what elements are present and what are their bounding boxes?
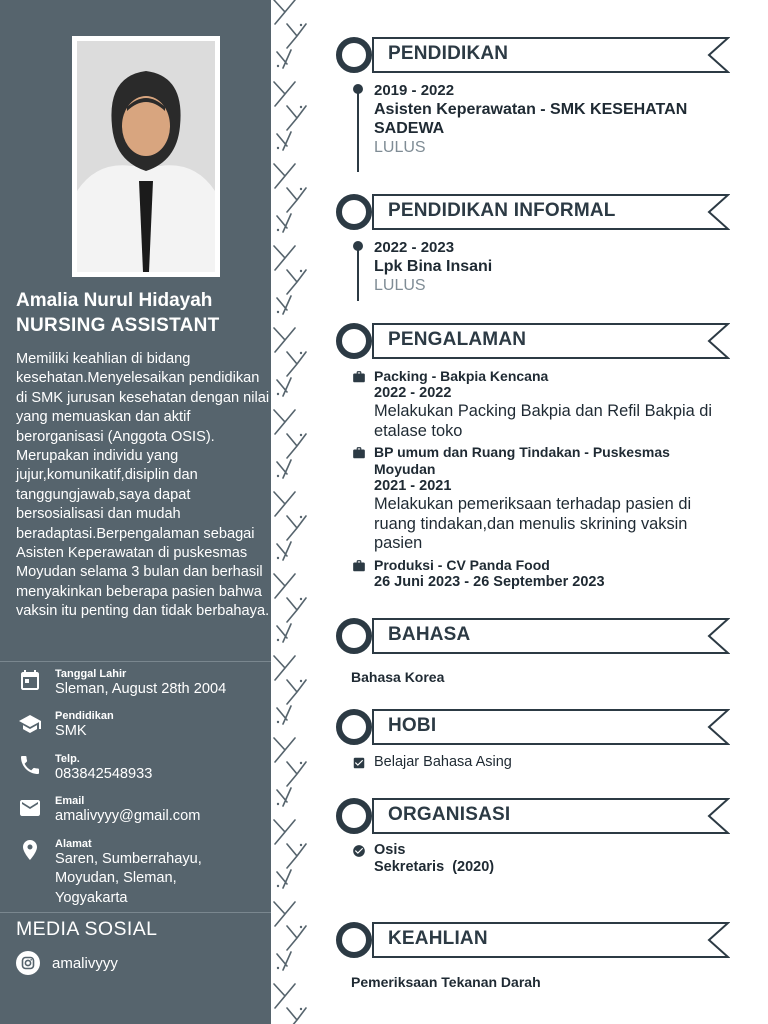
info-label: Telp. — [55, 753, 80, 765]
section-bahasa — [335, 617, 730, 692]
info-value: SMK — [55, 723, 87, 739]
timeline-line — [357, 245, 359, 301]
education-status: LULUS — [374, 139, 426, 156]
location-pin-icon — [18, 838, 42, 862]
instagram-icon — [16, 951, 40, 975]
info-label: Tanggal Lahir — [55, 668, 127, 680]
section-header — [335, 708, 730, 746]
info-label: Email — [55, 795, 85, 807]
section-title: PENDIDIKAN — [388, 43, 509, 64]
media-title: MEDIA SOSIAL — [16, 918, 158, 940]
section-pendidikan — [335, 36, 730, 176]
profile-summary: Memiliki keahlian di bidang kesehatan.Menyelesaikan pendidikan di SMK jurusan kesehatan dengan nilai yang memuaskan dan aktif berorganisasi (Anggota OSIS). Merupakan individu yang jujur,komunikatif,disiplin dan tanggungjawab,saya dapat bersosialisasi dan mudah beradaptasi.Berpengalaman sebagai Asisten Keperawatan di puskesmas Moyudan selama 3 bulan dan berhasil menyakinkan beberapa pasien bahwa vaksin itu penting dan tidak berbahaya. — [16, 351, 270, 620]
briefcase-icon — [352, 559, 366, 573]
briefcase-icon — [352, 370, 366, 384]
section-header — [335, 322, 730, 360]
profile-photo-frame — [72, 36, 220, 277]
info-value: Saren, Sumberrahayu, Moyudan, Sleman, Yogyakarta — [55, 851, 202, 906]
profile-name: Amalia Nurul Hidayah — [16, 290, 213, 311]
language-item: Bahasa Korea — [351, 669, 445, 685]
timeline-line — [357, 88, 359, 172]
experience-role: Packing - Bakpia Kencana — [374, 368, 549, 384]
section-header — [335, 921, 730, 959]
experience-role: BP umum dan Ruang Tindakan - Puskesmas Moyudan — [374, 444, 670, 477]
organization-name: Osis — [374, 842, 406, 858]
experience-years: 2022 - 2022 — [374, 385, 452, 401]
divider — [0, 661, 271, 662]
experience-role: Produksi - CV Panda Food — [374, 557, 550, 573]
timeline-dot — [353, 241, 363, 251]
briefcase-icon — [352, 446, 366, 460]
info-label: Pendidikan — [55, 710, 114, 722]
info-value: 083842548933 — [55, 766, 153, 782]
informal-years: 2022 - 2023 — [374, 239, 455, 256]
instagram-handle[interactable]: amalivyyy — [52, 955, 118, 972]
sidebar — [0, 0, 271, 1024]
checkbox-icon — [352, 756, 365, 769]
hobby-item: Belajar Bahasa Asing — [374, 754, 512, 770]
organization-role: Sekretaris (2020) — [374, 859, 495, 875]
info-label: Alamat — [55, 838, 92, 850]
experience-years: 2021 - 2021 — [374, 478, 452, 494]
profile-photo — [77, 41, 215, 272]
informal-status: LULUS — [374, 277, 426, 294]
decorative-pattern — [271, 0, 309, 1024]
section-header — [335, 193, 730, 231]
section-organisasi — [335, 797, 730, 887]
experience-desc: Melakukan pemeriksaan terhadap pasien di ruang tindakan,dan menulis skrining vaksin pasien — [374, 495, 692, 552]
section-title: PENGALAMAN — [388, 329, 527, 350]
profile-title: NURSING ASSISTANT — [16, 315, 220, 336]
mail-icon — [18, 796, 42, 820]
education-school: Asisten Keperawatan - SMK KESEHATAN SADEWA — [374, 101, 688, 137]
section-header — [335, 617, 730, 655]
experience-years: 26 Juni 2023 - 26 September 2023 — [374, 574, 605, 590]
informal-school: Lpk Bina Insani — [374, 258, 493, 275]
divider — [0, 912, 271, 913]
section-title: KEAHLIAN — [388, 928, 488, 949]
section-title: HOBI — [388, 715, 437, 736]
section-header — [335, 36, 730, 74]
check-circle-icon — [352, 844, 366, 858]
skill-item: Pemeriksaan Tekanan Darah — [351, 974, 541, 990]
calendar-icon — [18, 668, 42, 692]
info-value: amalivyyy@gmail.com — [55, 808, 201, 824]
section-pengalaman — [335, 322, 730, 597]
education-years: 2019 - 2022 — [374, 82, 455, 99]
timeline-dot — [353, 84, 363, 94]
graduation-cap-icon — [18, 712, 42, 736]
section-title: PENDIDIKAN INFORMAL — [388, 200, 616, 221]
experience-desc: Melakukan Packing Bakpia dan Refil Bakpia di etalase toko — [374, 402, 713, 440]
section-header — [335, 797, 730, 835]
info-value: Sleman, August 28th 2004 — [55, 681, 227, 697]
section-keahlian — [335, 921, 730, 996]
section-hobi — [335, 708, 730, 778]
section-title: ORGANISASI — [388, 804, 511, 825]
section-pendidikan-informal — [335, 193, 730, 303]
phone-icon — [18, 753, 42, 777]
section-title: BAHASA — [388, 624, 471, 645]
